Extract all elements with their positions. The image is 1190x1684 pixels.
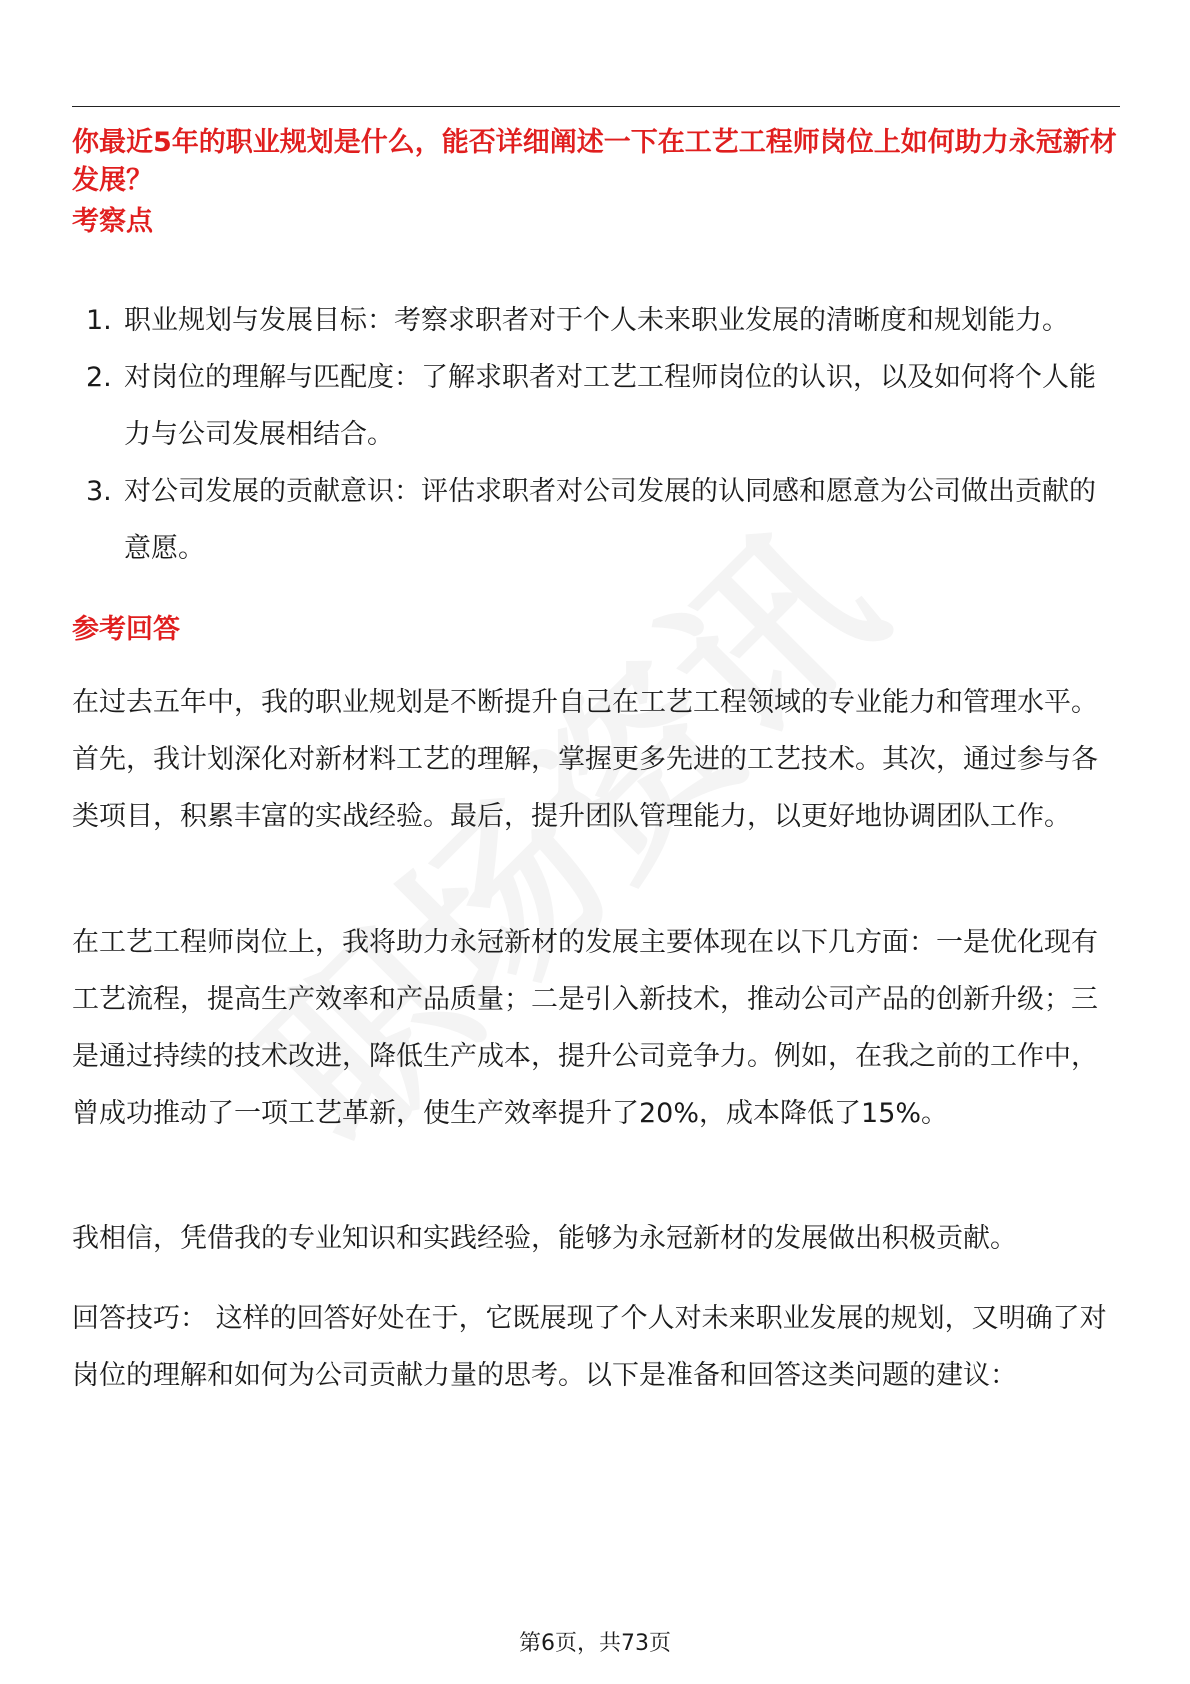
list-item-text: 对岗位的理解与匹配度：了解求职者对工艺工程师岗位的认识，以及如何将个人能力与公司发展相结合。 xyxy=(124,362,1096,450)
list-number: 3. xyxy=(86,476,112,507)
top-divider xyxy=(72,106,1120,107)
list-item-text: 对公司发展的贡献意识：评估求职者对公司发展的认同感和愿意为公司做出贡献的意愿。 xyxy=(124,476,1096,564)
answer-tips-paragraph: 回答技巧： 这样的回答好处在于，它既展现了个人对未来职业发展的规划，又明确了对岗位的理解和如何为公司贡献力量的思考。以下是准备和回答这类问题的建议： xyxy=(72,1303,1107,1391)
answer-heading: 参考回答 xyxy=(72,614,180,645)
list-item xyxy=(72,463,1122,577)
list-number: 1. xyxy=(86,305,112,336)
page-footer: 第6页，共73页 xyxy=(519,1631,671,1656)
points-heading: 考察点 xyxy=(72,206,153,237)
points-list xyxy=(72,292,1122,577)
question-title: 你最近5年的职业规划是什么，能否详细阐述一下在工艺工程师岗位上如何助力永冠新材发展？ xyxy=(72,127,1117,196)
list-item-text: 职业规划与发展目标：考察求职者对于个人未来职业发展的清晰度和规划能力。 xyxy=(124,305,1069,336)
answer-paragraph: 在过去五年中，我的职业规划是不断提升自己在工艺工程领域的专业能力和管理水平。首先，我计划深化对新材料工艺的理解，掌握更多先进的工艺技术。其次，通过参与各类项目，积累丰富的实战经验。最后，提升团队管理能力，以更好地协调团队工作。 xyxy=(72,687,1098,832)
answer-paragraph: 我相信，凭借我的专业知识和实践经验，能够为永冠新材的发展做出积极贡献。 xyxy=(72,1223,1017,1254)
list-item xyxy=(72,292,1122,349)
list-item xyxy=(72,349,1122,463)
answer-paragraph: 在工艺工程师岗位上，我将助力永冠新材的发展主要体现在以下几方面：一是优化现有工艺流程，提高生产效率和产品质量；二是引入新技术，推动公司产品的创新升级；三是通过持续的技术改进，降低生产成本，提升公司竞争力。例如，在我之前的工作中，曾成功推动了一项工艺革新，使生产效率提升了20%，成本降低了15%。 xyxy=(72,927,1098,1129)
list-number: 2. xyxy=(86,362,112,393)
